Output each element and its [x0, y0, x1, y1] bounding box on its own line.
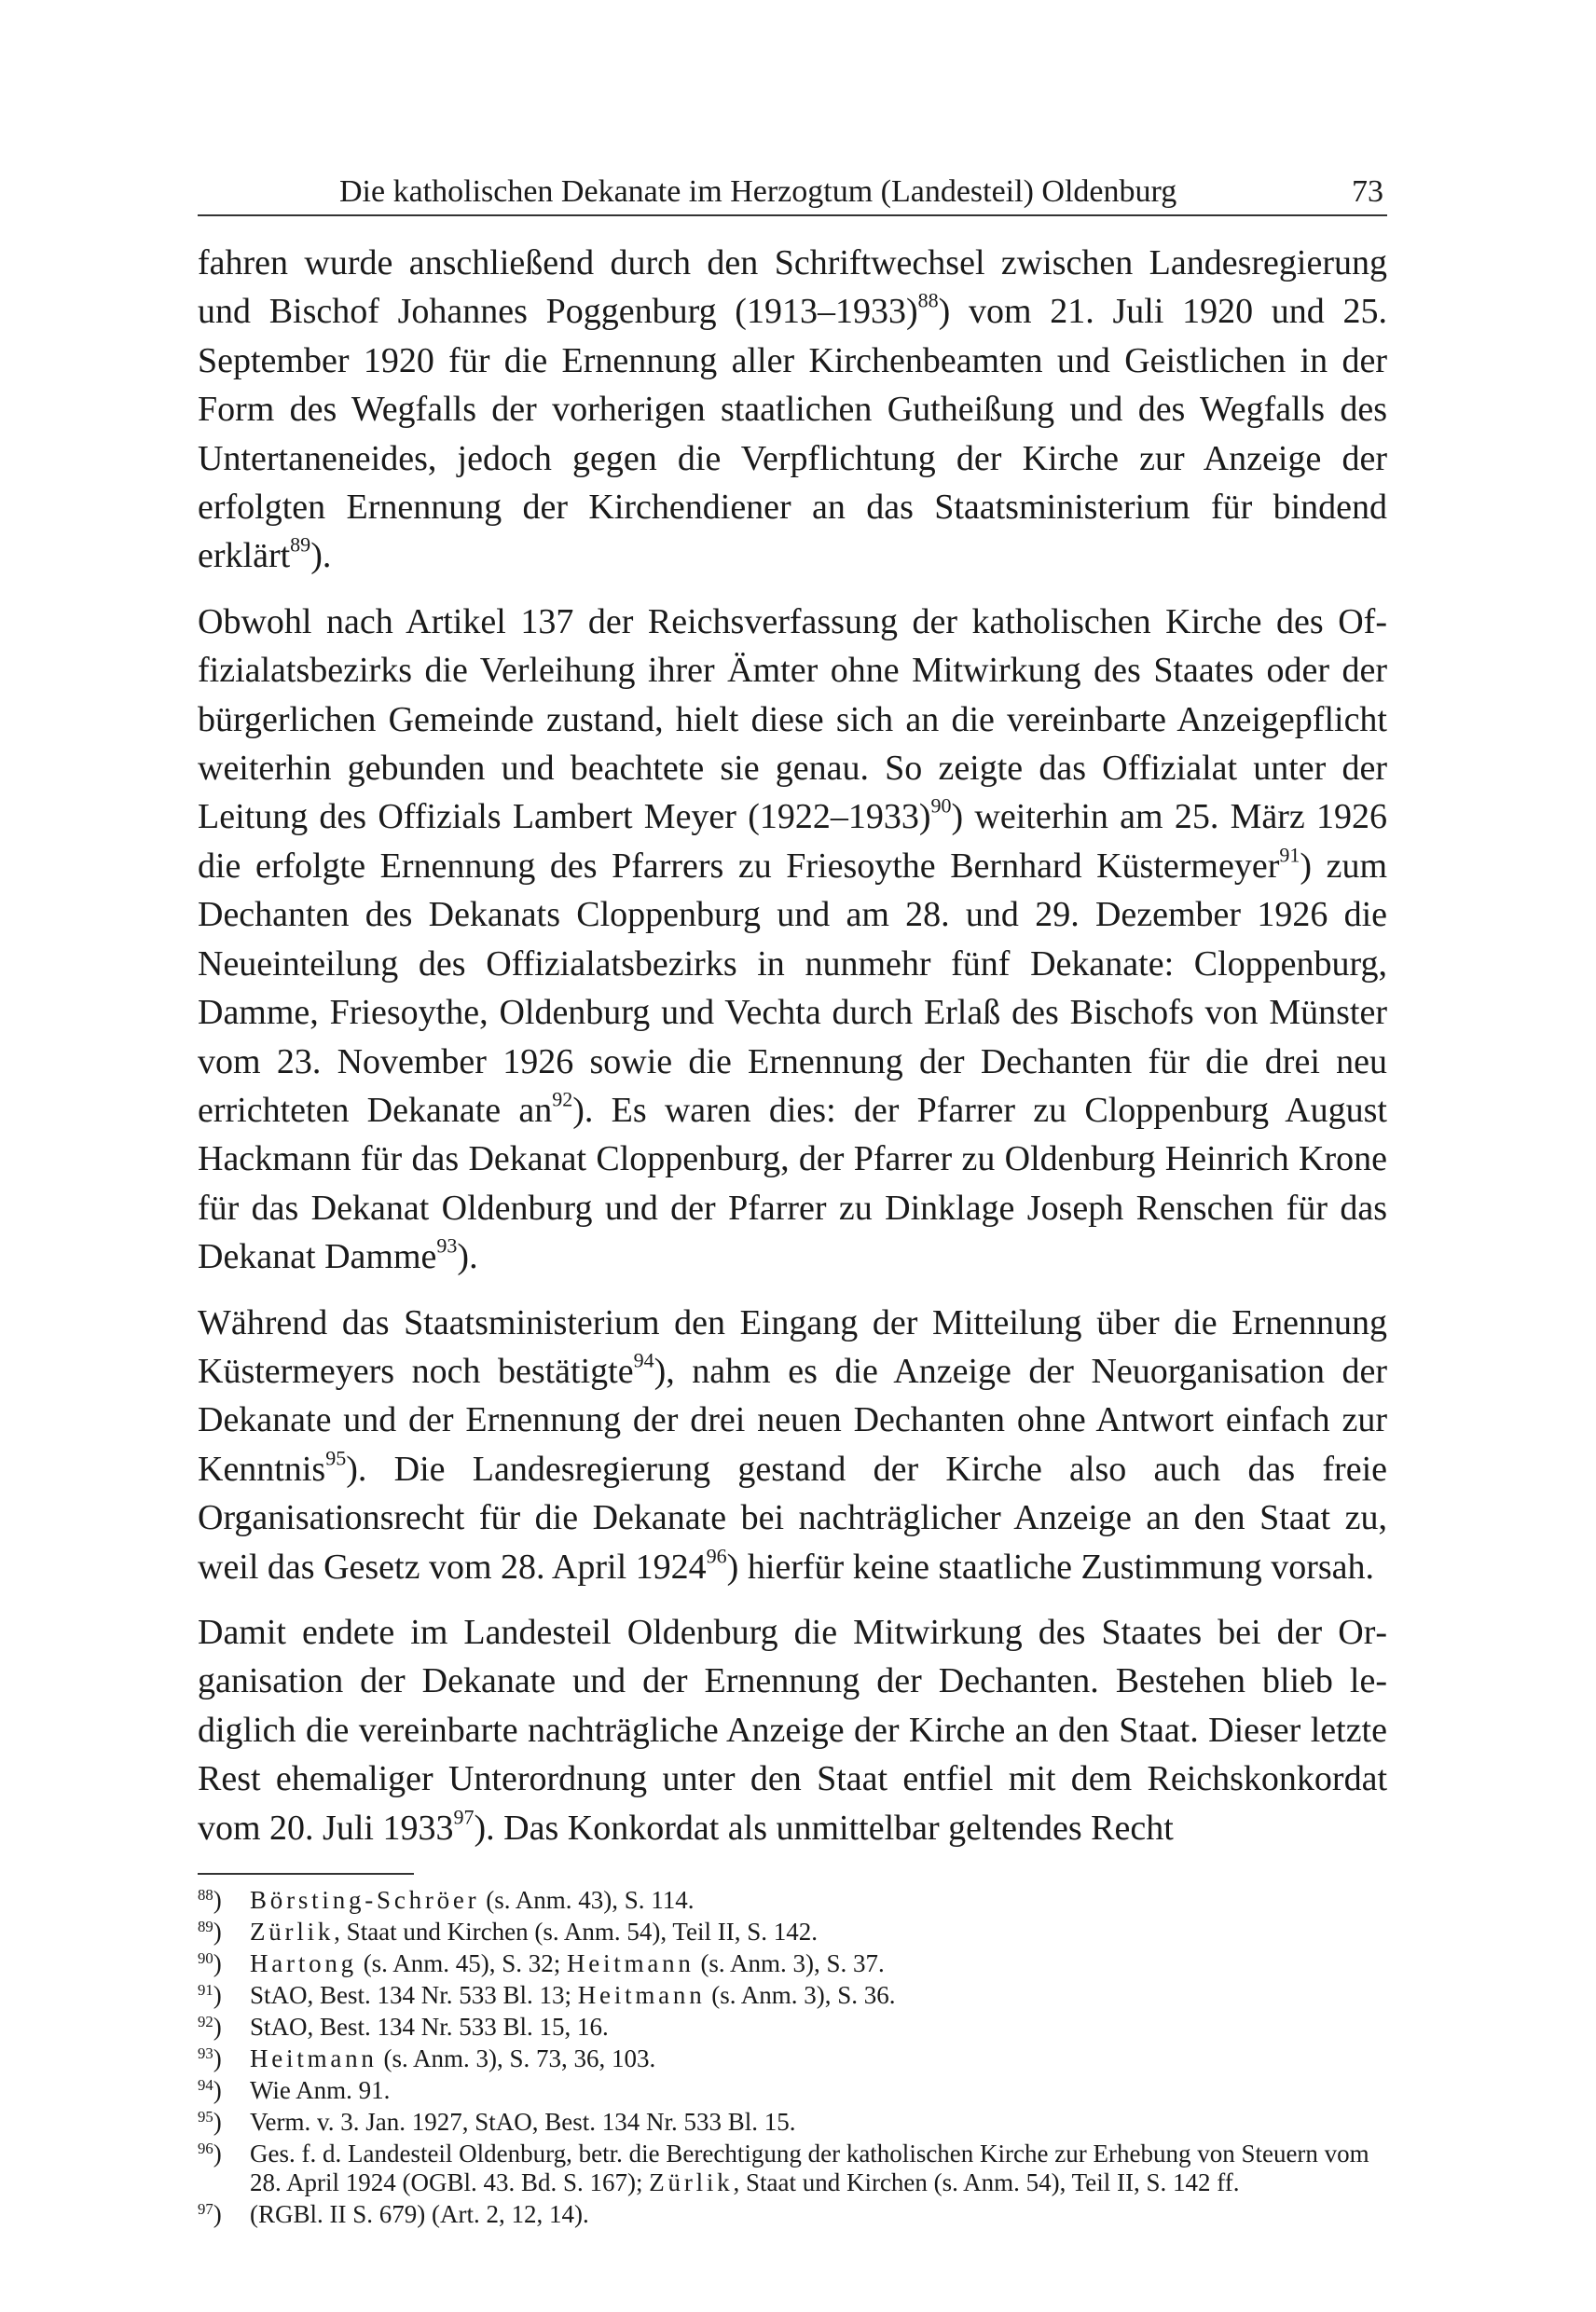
footnote-text: [250, 2076, 1387, 2105]
footnote-bracket: ): [213, 2013, 222, 2041]
footnote-ref: 91: [1279, 843, 1300, 867]
text-run: Damit endete im Landesteil Oldenburg die Mitwirkung des Staates bei der Organisation der Dekanate und der Ernennung der Dechanten. Bestehen blieb lediglich die vereinbarte nachträgliche Anzeige der Kirche an den Staat. Dieser letzte Rest ehemaliger Unterordnung unter den Staat entfiel mit dem Reichskonkordat vom 20. Juli 1933: [198, 1612, 1387, 1848]
text-run: ) weiterhin am 25. März 1926 die erfolgte Ernennung des Pfarrers zu Friesoythe Bernhard Küstermeyer: [198, 797, 1387, 886]
footnote-number-value: 97: [198, 2199, 213, 2218]
footnote-number: [198, 2140, 250, 2168]
text-run: ).: [457, 1237, 478, 1277]
footnote-bracket: ): [213, 1886, 222, 1914]
text-run: Verm. v. 3. Jan. 1927, StAO, Best. 134 Nr. 533 Bl. 15.: [250, 2108, 796, 2136]
paragraph-3: [198, 1299, 1387, 1591]
footnote-90: [198, 1949, 1387, 1978]
text-run: ) vom 21. Juli 1920 und 25. September 1920 für die Ernennung aller Kirchenbeamten und Geistlichen in der Form des Wegfalls der vorherigen staatlichen Gutheißung und des Wegfalls des Untertaneneides, jedoch gegen die Verpflichtung der Kirche zur Anzeige der erfolgten Ernennung der Kirchendiener an das Staatsministerium für bindend erklärt: [198, 292, 1387, 576]
footnote-89: [198, 1918, 1387, 1947]
footnote-text: [250, 1949, 1387, 1978]
text-run: Wie Anm. 91.: [250, 2076, 391, 2104]
footnote-text: [250, 1886, 1387, 1915]
paragraph-1: [198, 239, 1387, 581]
footnote-95: [198, 2108, 1387, 2137]
text-run: ).: [310, 536, 332, 576]
footnote-ref: 89: [290, 532, 311, 557]
text-run: StAO, Best. 134 Nr. 533 Bl. 13;: [250, 1981, 578, 2009]
text-run: (s. Anm. 3), S. 36.: [705, 1981, 896, 2009]
footnote-bracket: ): [213, 2108, 222, 2136]
footnote-ref: 96: [706, 1544, 727, 1568]
text-run: (s. Anm. 43), S. 114.: [479, 1886, 695, 1914]
footnote-number-value: 91: [198, 1980, 213, 1999]
body-text: [198, 239, 1387, 1852]
footnote-text: [250, 2140, 1387, 2197]
footnote-96: [198, 2140, 1387, 2197]
footnote-number-value: 92: [198, 2012, 213, 2030]
footnote-91: [198, 1981, 1387, 2010]
footnote-number: [198, 2108, 250, 2137]
footnote-97: [198, 2200, 1387, 2229]
footnote-bracket: ): [213, 2140, 222, 2168]
footnote-text: [250, 1981, 1387, 2010]
paragraph-4: [198, 1608, 1387, 1852]
text-run: ). Das Konkordat als unmittelbar geltendes Recht: [474, 1808, 1174, 1848]
footnote-text: [250, 2200, 1387, 2229]
footnote-ref: 88: [917, 288, 939, 312]
text-run: , Staat und Kirchen (s. Anm. 54), Teil II, S. 142 ff.: [733, 2168, 1240, 2196]
author-name: Heitmann: [250, 2044, 378, 2072]
text-run: (s. Anm. 3), S. 37.: [694, 1949, 885, 1977]
footnote-bracket: ): [213, 1981, 222, 2009]
book-page: [198, 168, 1387, 2232]
footnote-number: [198, 1886, 250, 1915]
footnote-number-value: 90: [198, 1948, 213, 1967]
footnote-ref: 90: [930, 793, 952, 818]
footnote-ref: 95: [325, 1446, 347, 1470]
author-name: Hartong: [250, 1949, 357, 1977]
footnote-text: [250, 2108, 1387, 2137]
footnote-number: [198, 2044, 250, 2073]
text-run: ). Die Landesregierung gestand der Kirche also auch das freie Organisationsrecht für die Dekanate bei nachträglicher Anzeige an den Staat zu, weil das Gesetz vom 28. April 1924: [198, 1449, 1387, 1587]
footnote-ref: 97: [453, 1805, 475, 1829]
footnote-text: [250, 1918, 1387, 1947]
footnote-93: [198, 2044, 1387, 2073]
footnote-text: [250, 2013, 1387, 2042]
text-run: (s. Anm. 3), S. 73, 36, 103.: [377, 2044, 656, 2072]
paragraph-2: [198, 598, 1387, 1282]
footnote-number: [198, 2013, 250, 2042]
footnote-ref: 92: [552, 1087, 573, 1111]
footnote-94: [198, 2076, 1387, 2105]
footnote-number: [198, 1981, 250, 2010]
author-name: Heitmann: [577, 1981, 706, 2009]
author-name: Zürlik: [649, 2168, 734, 2196]
footnote-number: [198, 2076, 250, 2105]
text-run: ). Es waren dies: der Pfarrer zu Cloppenburg August Hackmann für das Dekanat Cloppenburg, der Pfarrer zu Oldenburg Heinrich Krone für das Dekanat Oldenburg und der Pfarrer zu Dinklage Joseph Renschen für das Dekanat Damme: [198, 1090, 1387, 1277]
footnote-number-value: 96: [198, 2139, 213, 2157]
footnote-number-value: 93: [198, 2044, 213, 2062]
author-name: Heitmann: [566, 1949, 695, 1977]
page-number: 73: [1352, 174, 1383, 209]
text-run: ) hierfür keine staatliche Zustimmung vorsah.: [726, 1547, 1375, 1587]
footnote-bracket: ): [213, 2200, 222, 2228]
text-run: StAO, Best. 134 Nr. 533 Bl. 15, 16.: [250, 2013, 609, 2041]
footnote-88: [198, 1886, 1387, 1915]
footnote-number-value: 95: [198, 2107, 213, 2126]
footnote-number-value: 89: [198, 1917, 213, 1935]
text-run: (s. Anm. 45), S. 32;: [356, 1949, 567, 1977]
text-run: Ges. f. d. Landesteil Oldenburg, betr. die Berechtigung der katholischen Kirche zur Erhebung von Steuern vom 28. April 1924 (OGBl. 43. Bd. S. 167);: [250, 2140, 1369, 2196]
footnote-92: [198, 2013, 1387, 2042]
footnote-ref: 94: [633, 1348, 654, 1372]
footnote-number-value: 88: [198, 1885, 213, 1904]
author-name: Zürlik: [250, 1918, 335, 1946]
footnote-number: [198, 1918, 250, 1947]
footnote-bracket: ): [213, 2044, 222, 2072]
footnote-text: [250, 2044, 1387, 2073]
text-run: Während das Staatsministerium den Eingang der Mitteilung über die Ernennung Küstermeyers noch bestätigte: [198, 1302, 1387, 1391]
text-run: (RGBl. II S. 679) (Art. 2, 12, 14).: [250, 2200, 589, 2228]
text-run: fahren wurde anschließend durch den Schriftwechsel zwischen Landesregierung und Bischof Johannes Poggenburg (1913–1933): [198, 243, 1387, 332]
footnote-bracket: ): [213, 2076, 222, 2104]
text-run: , Staat und Kirchen (s. Anm. 54), Teil II, S. 142.: [334, 1918, 818, 1946]
footnote-divider: [198, 1873, 414, 1875]
footnote-ref: 93: [436, 1233, 458, 1258]
footnote-number: [198, 1949, 250, 1978]
text-run: ), nahm es die Anzeige der Neuorganisation der Dekanate und der Ernennung der drei neuen Dechanten ohne Antwort einfach zur Kenntnis: [198, 1351, 1388, 1489]
running-head-title: Die katholischen Dekanate im Herzogtum (Landesteil) Oldenburg: [339, 174, 1177, 209]
text-run: Obwohl nach Artikel 137 der Reichsverfassung der katholischen Kirche des Offizialatsbezirks die Verleihung ihrer Ämter ohne Mitwirkung des Staates oder der bürgerlichen Gemeinde zustand, hielt diese sich an die vereinbarte Anzeigepflicht weiterhin gebunden und beachtete sie genau. So zeigte das Offizialat unter der Leitung des Offizials Lambert Meyer (1922–1933): [198, 601, 1387, 837]
text-run: ) zum Dechanten des Dekanats Cloppenburg und am 28. und 29. Dezember 1926 die Neueinteilung des Offizialatsbezirks in nunmehr fünf Dekanate: Cloppenburg, Damme, Friesoythe, Oldenburg und Vechta durch Erlaß des Bischofs von Münster vom 23. November 1926 sowie die Ernennung der Dechanten für die drei neu errichteten Dekanate an: [198, 846, 1388, 1130]
footnote-bracket: ): [213, 1918, 222, 1946]
footnote-number: [198, 2200, 250, 2229]
footnote-bracket: ): [213, 1949, 222, 1977]
footnote-number-value: 94: [198, 2075, 213, 2094]
author-name: Börsting-Schröer: [250, 1886, 480, 1914]
running-head: [198, 168, 1387, 216]
footnotes: [198, 1886, 1387, 2229]
